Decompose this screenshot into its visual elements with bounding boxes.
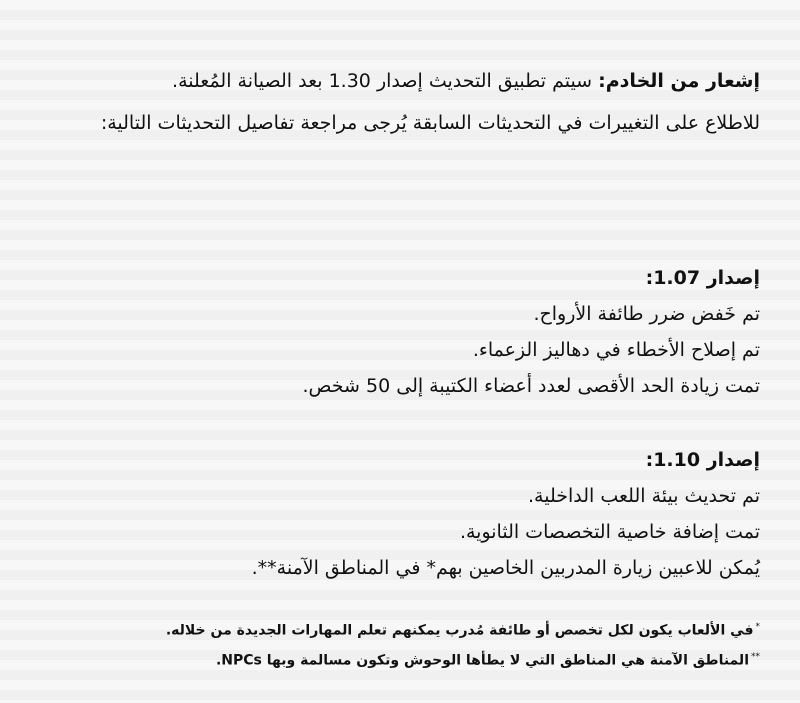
- server-notice-followup: للاطلاع على التغييرات في التحديثات السابقة يُرجى مراجعة تفاصيل التحديثات التالية:: [100, 112, 760, 134]
- change-item: تم تحديث بيئة اللعب الداخلية.: [528, 485, 760, 507]
- version-change-list: [40, 296, 760, 404]
- version-change-list: [40, 478, 760, 586]
- version-section-1-10: [40, 442, 760, 586]
- server-notice-text: سيتم تطبيق التحديث إصدار 1.30 بعد الصيانة المُعلنة.: [172, 70, 599, 92]
- footnote-text: المناطق الآمنة هي المناطق التي لا يطأها الوحوش وتكون مسالمة وبها NPCs.: [215, 652, 749, 669]
- footnotes: [40, 614, 760, 673]
- spacer: [40, 144, 760, 260]
- spacer: [40, 586, 760, 614]
- server-notice-lead: إشعار من الخادم:: [598, 70, 760, 92]
- change-item: تمت إضافة خاصية التخصصات الثانوية.: [459, 521, 760, 543]
- footnote-mark: *: [755, 622, 760, 632]
- change-item: يُمكن للاعبين زيارة المدربين الخاصين بهم* في المناطق الآمنة**.: [251, 557, 760, 579]
- version-title: إصدار 1.07:: [645, 267, 760, 289]
- footnote-mark: **: [751, 651, 760, 662]
- footnote: [40, 614, 760, 644]
- version-section-1-07: [40, 260, 760, 404]
- version-title: إصدار 1.10:: [645, 449, 760, 471]
- change-item: تم خَفض ضرر طائفة الأرواح.: [533, 303, 760, 325]
- server-notice: [40, 60, 760, 144]
- change-item: تم إصلاح الأخطاء في دهاليز الزعماء.: [472, 339, 760, 361]
- spacer: [40, 404, 760, 442]
- change-item: تمت زيادة الحد الأقصى لعدد أعضاء الكتيبة إلى 50 شخص.: [302, 375, 760, 397]
- footnote-text: في الألعاب يكون لكل تخصص أو طائفة مُدرب يمكنهم تعلم المهارات الجديدة من خلاله.: [165, 622, 754, 639]
- footnote: [40, 644, 760, 674]
